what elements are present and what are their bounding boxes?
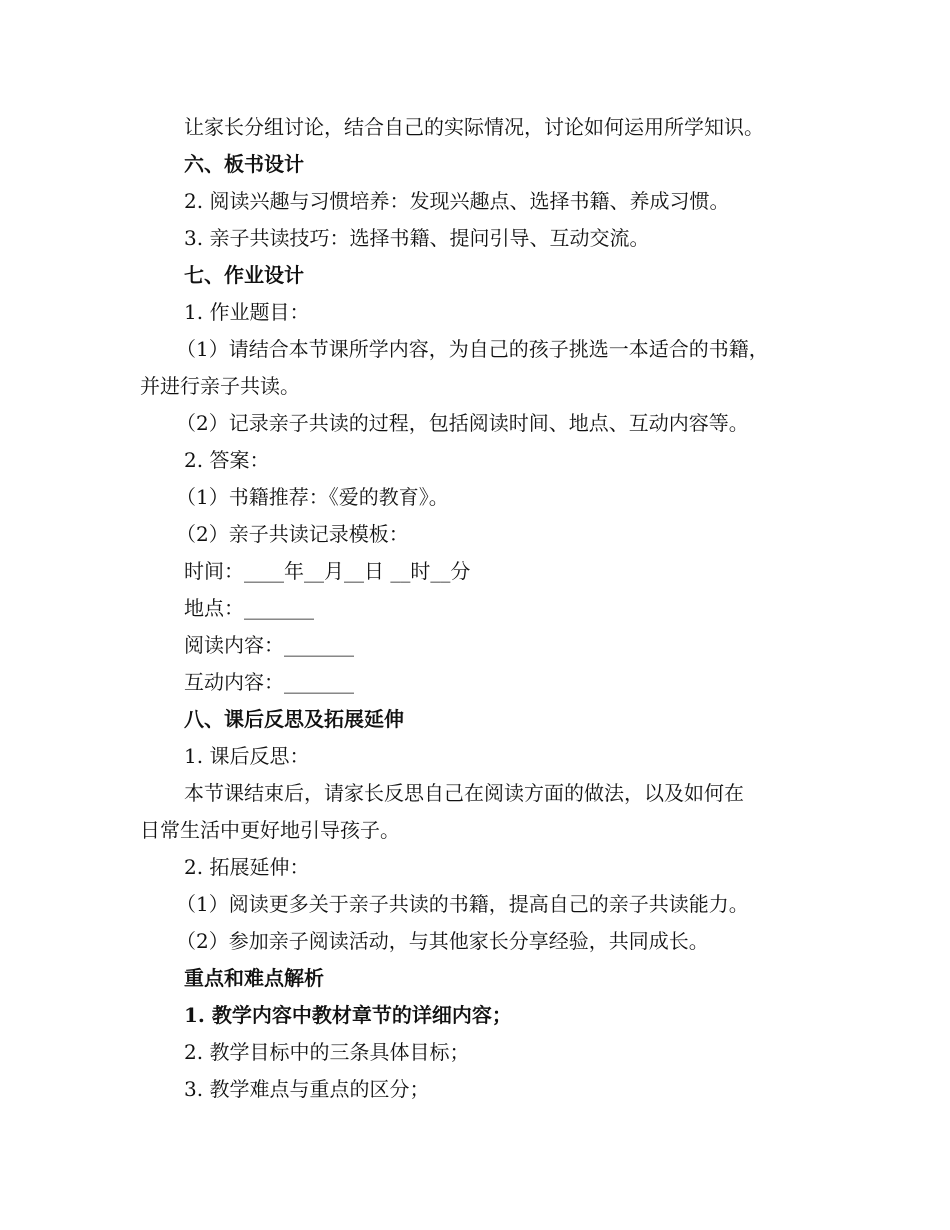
sub-item: （2）亲子共读记录模板： bbox=[176, 522, 409, 546]
list-item: 2. 教学目标中的三条具体目标； bbox=[184, 1040, 470, 1064]
sub-item: （2）参加亲子阅读活动，与其他家长分享经验，共同成长。 bbox=[176, 929, 709, 953]
template-field-interaction-content: 互动内容：_______ bbox=[184, 670, 354, 694]
section-heading-key-points: 重点和难点解析 bbox=[184, 966, 324, 990]
paragraph-line: 并进行亲子共读。 bbox=[140, 374, 300, 398]
list-item: 2. 拓展延伸： bbox=[184, 855, 310, 879]
sub-item: （1）阅读更多关于亲子共读的书籍，提高自己的亲子共读能力。 bbox=[176, 892, 749, 916]
sub-item: （1）请结合本节课所学内容，为自己的孩子挑选一本适合的书籍， bbox=[176, 337, 769, 361]
list-item: 1. 作业题目： bbox=[184, 300, 310, 324]
paragraph-line: 让家长分组讨论，结合自己的实际情况，讨论如何运用所学知识。 bbox=[184, 115, 764, 139]
list-item: 1. 课后反思： bbox=[184, 744, 310, 768]
paragraph-line: 本节课结束后，请家长反思自己在阅读方面的做法，以及如何在 bbox=[184, 781, 744, 805]
template-field-time: 时间：____年__月__日 __时__分 bbox=[184, 559, 471, 583]
list-item: 2. 答案： bbox=[184, 448, 270, 472]
section-heading-homework-design: 七、作业设计 bbox=[184, 263, 304, 287]
sub-item: （1）书籍推荐：《爱的教育》。 bbox=[176, 485, 449, 509]
list-item: 2. 阅读兴趣与习惯培养：发现兴趣点、选择书籍、养成习惯。 bbox=[184, 189, 730, 213]
template-field-location: 地点：_______ bbox=[184, 596, 314, 620]
section-heading-reflection: 八、课后反思及拓展延伸 bbox=[184, 707, 404, 731]
list-item: 3. 亲子共读技巧：选择书籍、提问引导、互动交流。 bbox=[184, 226, 650, 250]
sub-item: （2）记录亲子共读的过程，包括阅读时间、地点、互动内容等。 bbox=[176, 411, 749, 435]
section-heading-board-design: 六、板书设计 bbox=[184, 152, 304, 176]
template-field-reading-content: 阅读内容：_______ bbox=[184, 633, 354, 657]
list-item: 3. 教学难点与重点的区分； bbox=[184, 1077, 430, 1101]
list-item: 1. 教学内容中教材章节的详细内容； bbox=[184, 1003, 512, 1027]
paragraph-line: 日常生活中更好地引导孩子。 bbox=[140, 818, 400, 842]
